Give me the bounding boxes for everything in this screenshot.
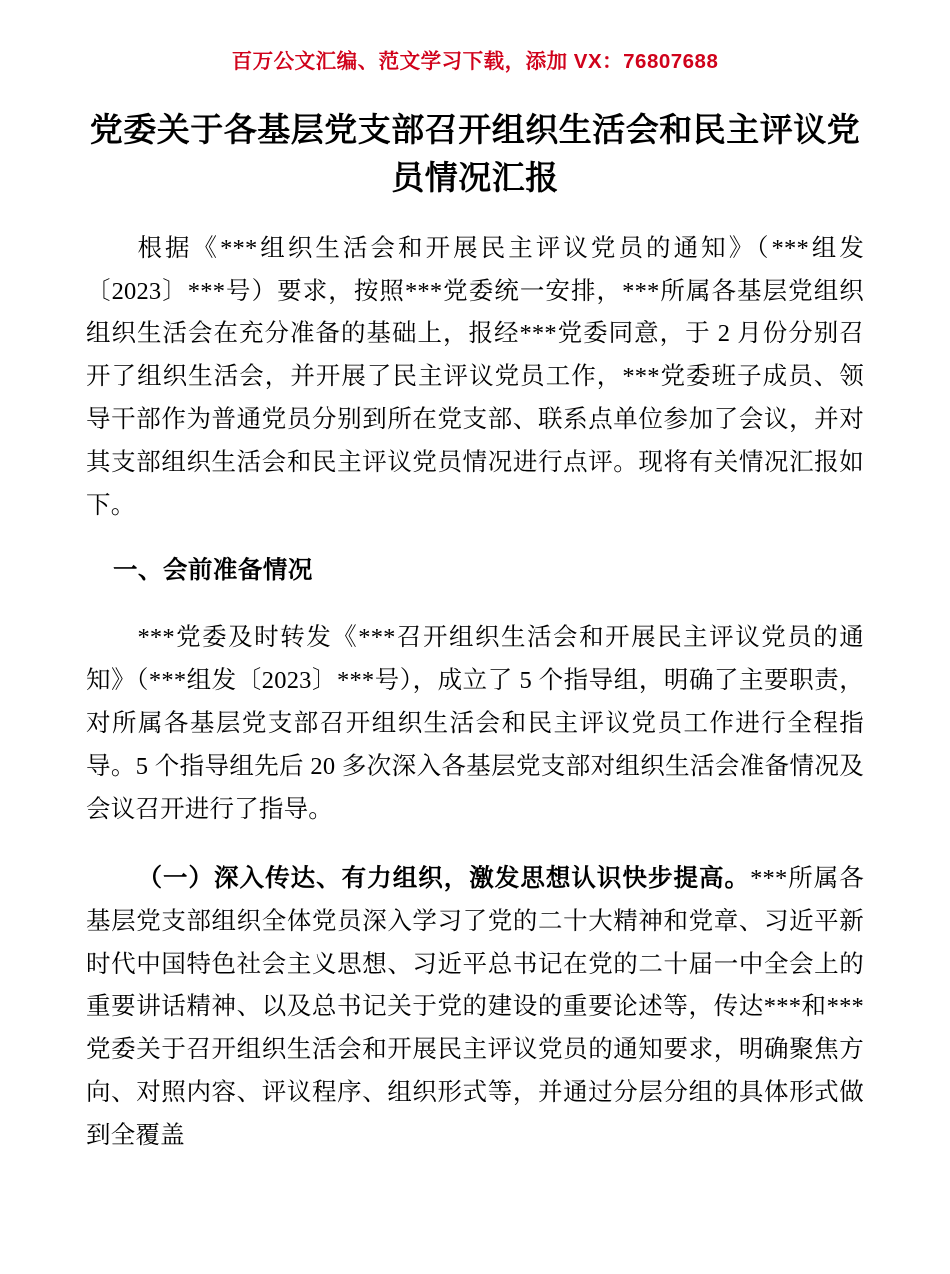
paragraph-intro: 根据《***组织生活会和开展民主评议党员的通知》（***组发〔2023〕***号）要求，按照***党委统一安排，***所属各基层党组织组织生活会在充分准备的基础上，报经***党委同意，于 2 月份分别召开了组织生活会，并开展了民主评议党员工作，***党委班子成员、领导干部作为普通党员分别到所在党支部、联系点单位参加了会议，并对其支部组织生活会和民主评议党员情况进行点评。现将有关情况汇报如下。 bbox=[86, 234, 865, 519]
promotional-banner: 百万公文汇编、范文学习下载，添加 VX：76807688 bbox=[231, 50, 719, 73]
paragraph-preparation: ***党委及时转发《***召开组织生活会和开展民主评议党员的通知》（***组发〔2023〕***号），成立了 5 个指导组，明确了主要职责，对所属各基层党支部召开组织生活会和民主评议党员工作进行全程指导。5 个指导组先后 20 多次深入各基层党支部对组织生活会准备情况及会议召开进行了指导。 bbox=[86, 624, 864, 823]
section-heading-1: 一、会前准备情况 bbox=[112, 556, 313, 584]
subsection-body-1: ***所属各基层党支部组织全体党员深入学习了党的二十大精神和党章、习近平新时代中国特色社会主义思想、习近平总书记在党的二十届一中全会上的重要讲话精神、以及总书记关于党的建设的重要论述等，传达***和***党委关于召开组织生活会和开展民主评议党员的通知要求，明确聚焦方向、对照内容、评议程序、组织形式等，并通过分层分组的具体形式做到全覆盖 bbox=[86, 864, 864, 1150]
page-title: 党委关于各基层党支部召开组织生活会和民主评议党员情况汇报 bbox=[89, 111, 861, 196]
document-page bbox=[0, 44, 950, 1274]
paragraph-subsection-1 bbox=[86, 858, 864, 1158]
subsection-heading-1: （一）深入传达、有力组织，激发思想认识快步提高。 bbox=[137, 864, 751, 892]
